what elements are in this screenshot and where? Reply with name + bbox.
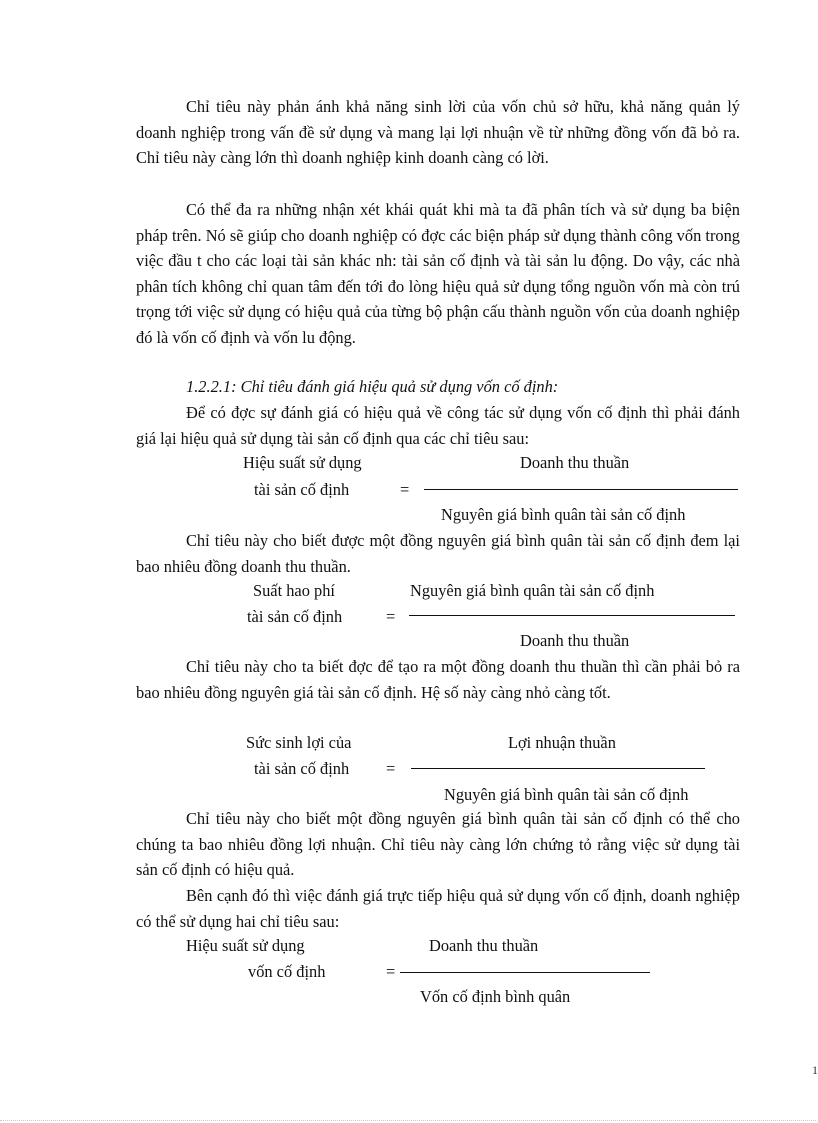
section-heading-fixed-capital: 1.2.2.1: Chỉ tiêu đánh giá hiệu quả sử dụng vốn cố định: <box>186 377 559 396</box>
formula-label-line1: Hiệu suất sử dụng <box>243 453 362 472</box>
formula-numerator: Doanh thu thuần <box>429 936 539 955</box>
formula-label-line1: Sức sinh lợi của <box>246 733 352 752</box>
formula-denominator: Nguyên giá bình quân tài sản cố định <box>444 785 689 804</box>
formula-denominator: Doanh thu thuần <box>520 631 630 650</box>
paragraph-asset-efficiency-note: Chỉ tiêu này cho biết được một đồng nguyên giá bình quân tài sản cố định đem lại bao nhiêu đồng doanh thu thuần. <box>136 531 740 576</box>
formula-denominator: Vốn cố định bình quân <box>420 987 571 1006</box>
paragraph-direct-evaluation: Bên cạnh đó thì việc đánh giá trực tiếp hiệu quả sử dụng vốn cố định, doanh nghiệp có thể sử dụng hai chỉ tiêu sau: <box>136 886 740 931</box>
paragraph-fixed-asset-intro: Để có đợc sự đánh giá có hiệu quả về công tác sử dụng vốn cố định thì phải đánh giá lại hiệu quả sử dụng tài sản cố định qua các chỉ tiêu sau: <box>136 403 740 448</box>
formula-label-line2: vốn cố định <box>248 962 326 981</box>
formula-numerator: Doanh thu thuần <box>520 453 630 472</box>
paragraph-overview: Có thể đa ra những nhận xét khái quát khi mà ta đã phân tích và sử dụng ba biện pháp trên. Nó sẽ giúp cho doanh nghiệp có đợc các biện pháp sử dụng thành công vốn trong việc đầu t cho các loại tài sản khác nh: tài sản cố định và tài sản lu động. Do vậy, các nhà phân tích không chỉ quan tâm đến tới đo lòng hiệu quả sử dụng tổng nguồn vốn mà còn trú trọng tới việc sử dụng có hiệu quả của từng bộ phận cấu thành nguồn vốn của doanh nghiệp đó là vốn cố định và vốn lu động. <box>136 200 740 347</box>
fraction-bar <box>411 768 705 769</box>
paragraph-roe-explanation: Chỉ tiêu này phản ánh khả năng sinh lời của vốn chủ sở hữu, khả năng quản lý doanh nghiệp trong vấn đề sử dụng và mang lại lợi nhuận về từ những đồng vốn đã bỏ ra. Chỉ tiêu này càng lớn thì doanh nghiệp kinh doanh càng có lời. <box>136 97 740 168</box>
formula-numerator: Lợi nhuận thuần <box>508 733 616 752</box>
formula-equals: = <box>386 607 396 626</box>
formula-numerator: Nguyên giá bình quân tài sản cố định <box>410 581 655 600</box>
paragraph-profitability-note: Chỉ tiêu này cho biết một đồng nguyên giá bình quân tài sản cố định có thể cho chúng ta bao nhiêu đồng lợi nhuận. Chỉ tiêu này càng lớn chứng tỏ rằng việc sử dụng tài sản cố định có hiệu quả. <box>136 809 740 880</box>
formula-label-line1: Suất hao phí <box>253 581 335 600</box>
fraction-bar <box>409 615 735 616</box>
page-bottom-divider <box>0 1120 816 1121</box>
formula-equals: = <box>386 962 396 981</box>
fraction-bar <box>400 972 650 973</box>
fraction-bar <box>424 489 738 490</box>
formula-label-line2: tài sản cố định <box>254 480 350 499</box>
paragraph-cost-rate-note: Chỉ tiêu này cho ta biết đợc để tạo ra một đồng doanh thu thuần thì cần phải bỏ ra bao nhiêu đồng nguyên giá tài sản cố định. Hệ số này càng nhỏ càng tốt. <box>136 657 740 702</box>
formula-label-line2: tài sản cố định <box>254 759 350 778</box>
formula-equals: = <box>386 759 396 778</box>
formula-label-line1: Hiệu suất sử dụng <box>186 936 305 955</box>
formula-denominator: Nguyên giá bình quân tài sản cố định <box>441 505 686 524</box>
formula-equals: = <box>400 480 410 499</box>
page-number: 1 <box>812 1063 818 1077</box>
formula-label-line2: tài sản cố định <box>247 607 343 626</box>
